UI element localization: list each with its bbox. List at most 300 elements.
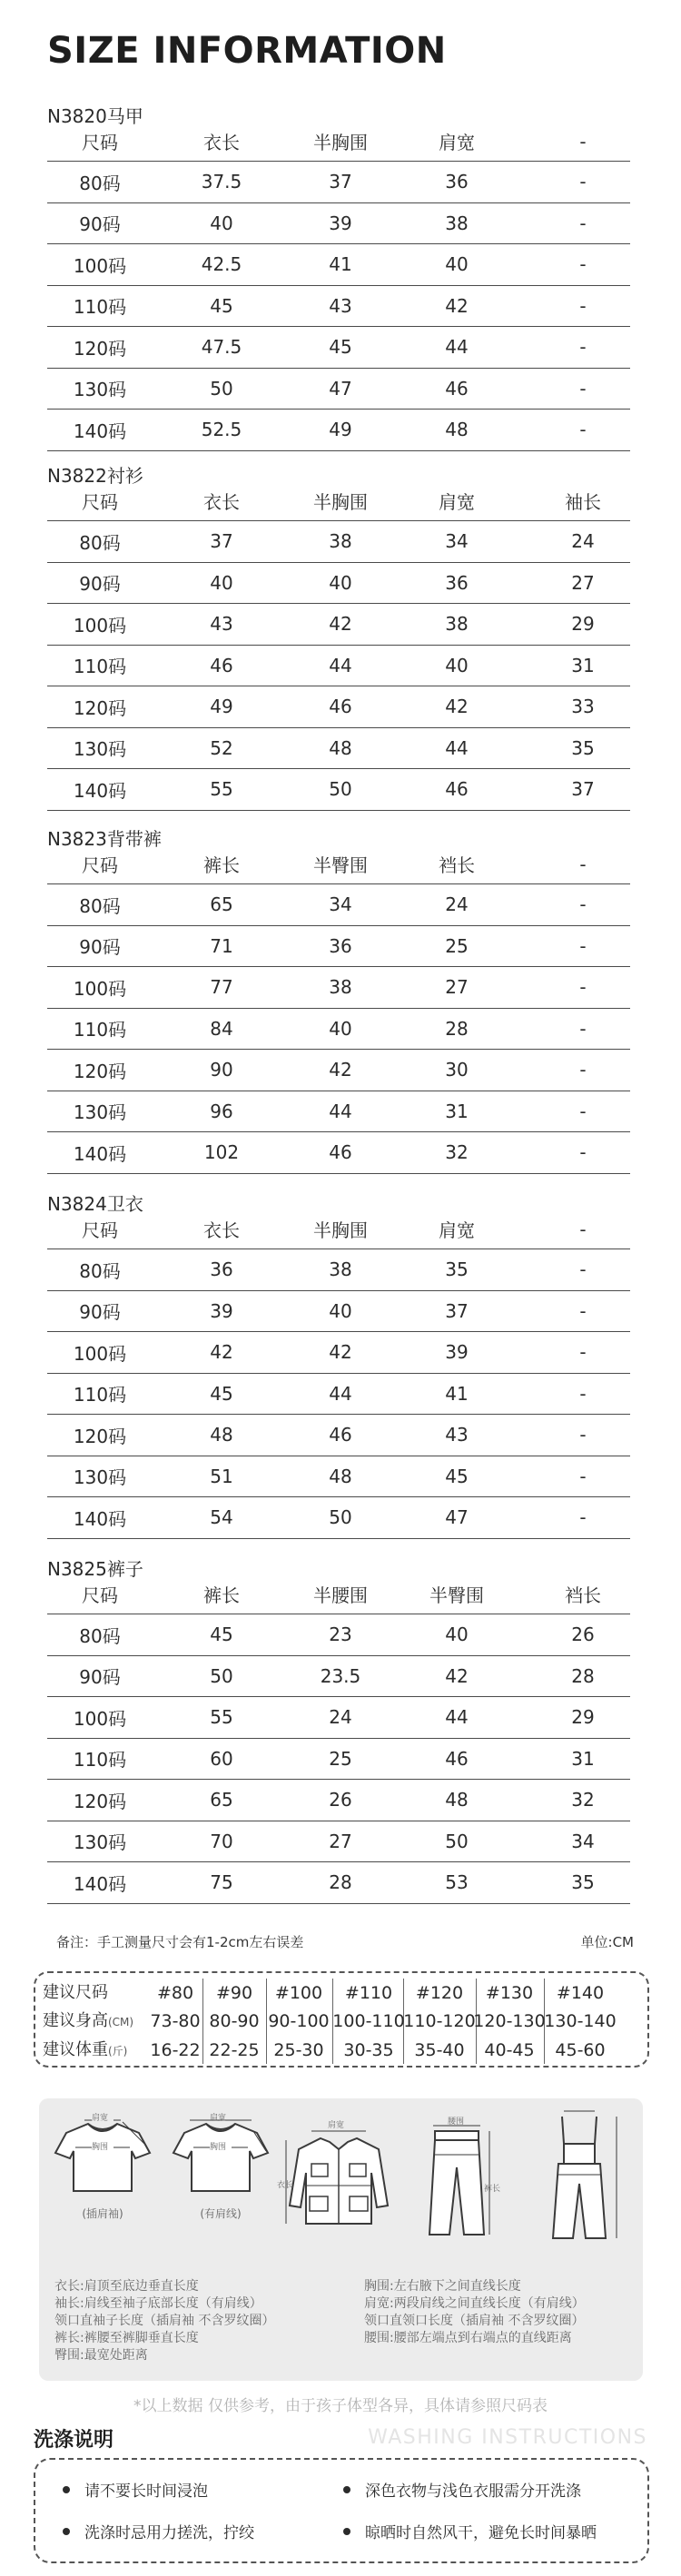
washing-subtitle: WASHING INSTRUCTIONS [368, 2426, 647, 2449]
table-cell: 46 [210, 654, 233, 676]
overalls-icon [529, 2107, 629, 2244]
table-cell: 84 [210, 1017, 233, 1040]
table-cell: 40 [445, 253, 469, 276]
table-cell: 42 [329, 1341, 352, 1364]
size-table [47, 122, 630, 451]
table-cell: - [579, 1382, 587, 1405]
table-cell: 120码 [73, 1060, 127, 1082]
table-header-cell: 袖长 [565, 491, 601, 513]
table-cell: 140码 [73, 1142, 127, 1165]
table-cell: 44 [445, 736, 469, 759]
table-header-cell: 半胸围 [313, 491, 368, 513]
table-cell: 80码 [79, 531, 121, 554]
table-header-cell: 半臀围 [429, 1584, 484, 1606]
table-cell: 42 [445, 696, 469, 718]
table-header-cell: 肩宽 [439, 132, 475, 153]
footnote: *以上数据 仅供参考，由于孩子体型各异，具体请参照尺码表 [133, 2397, 548, 2415]
table-header-cell: 尺码 [82, 132, 118, 153]
section-title: N3822衬衫 [47, 465, 143, 487]
table-cell: 34 [571, 1830, 595, 1852]
table-row [47, 1656, 630, 1698]
table-cell: 70 [210, 1830, 233, 1852]
table-cell: 46 [445, 778, 469, 801]
table-cell: 38 [329, 976, 352, 999]
table-cell: 140码 [73, 779, 127, 802]
table-cell: 96 [210, 1100, 233, 1122]
suggest-cell: 130-140 [544, 2011, 617, 2031]
table-cell: 37 [445, 1299, 469, 1322]
definition-text: 衣长:肩顶至底边垂直长度 [54, 2279, 199, 2294]
table-cell: 45 [329, 336, 352, 359]
table-header-row [47, 481, 630, 521]
table-cell: 130码 [73, 1466, 127, 1489]
table-cell: 50 [210, 377, 233, 400]
table-cell: 40 [445, 1624, 469, 1646]
table-cell: 120码 [73, 1425, 127, 1447]
table-header-cell: 肩宽 [439, 1219, 475, 1241]
suggest-cell: #120 [415, 1983, 464, 2003]
washing-item-text: 晾晒时自然风干，避免长时间暴晒 [365, 2524, 597, 2542]
table-row [47, 1132, 630, 1174]
table-row [47, 1050, 630, 1091]
table-cell: 90码 [79, 936, 121, 959]
suggest-cell: #90 [215, 1983, 253, 2003]
suggest-label-text: 建议尺码 [43, 1983, 108, 2002]
table-row [47, 521, 630, 563]
table-cell: 45 [210, 294, 233, 317]
suggest-label-unit: (CM) [108, 2016, 134, 2028]
label-shoulder-3: 肩宽 [328, 2121, 345, 2130]
table-cell: 30 [445, 1059, 469, 1081]
table-cell: 28 [571, 1664, 595, 1687]
table-row [47, 1780, 630, 1821]
table-cell: 31 [445, 1100, 469, 1122]
table-cell: 45 [445, 1465, 469, 1487]
table-cell: 110码 [73, 656, 127, 678]
table-cell: 48 [445, 419, 469, 441]
table-row [47, 884, 630, 926]
washing-instructions-box [34, 2458, 649, 2563]
table-cell: 90码 [79, 1666, 121, 1689]
table-cell: 36 [445, 571, 469, 594]
size-table [47, 844, 630, 1174]
suggest-label-unit: (斤) [108, 2045, 128, 2058]
table-cell: 43 [329, 294, 352, 317]
table-row [47, 967, 630, 1009]
table-cell: 46 [445, 1747, 469, 1770]
table-row [47, 728, 630, 770]
table-row [47, 1697, 630, 1739]
table-cell: 24 [571, 530, 595, 553]
table-cell: 36 [210, 1258, 233, 1281]
washing-item [343, 2520, 597, 2542]
label-shoulder-2: 肩宽 [210, 2114, 227, 2123]
table-cell: 27 [571, 571, 595, 594]
table-cell: 100码 [73, 977, 127, 1000]
table-cell: 50 [210, 1664, 233, 1687]
table-cell: 39 [210, 1299, 233, 1322]
table-header-cell: 半臀围 [313, 854, 368, 876]
raglan-caption: (插肩袖) [82, 2207, 123, 2220]
suggest-cell: 120-130 [473, 2011, 546, 2031]
suggest-cell: #140 [556, 1983, 605, 2003]
shoulder-tshirt-icon [166, 2115, 275, 2196]
bullet-icon [343, 2486, 350, 2493]
suggest-cell: 110-120 [403, 2011, 476, 2031]
table-cell: 100码 [73, 614, 127, 637]
suggest-cell: 16-22 [150, 2040, 201, 2060]
suggest-row-label [43, 2036, 127, 2065]
table-cell: 110码 [73, 1019, 127, 1041]
section-title: N3825裤子 [47, 1558, 143, 1580]
page-title: SIZE INFORMATION [47, 30, 447, 72]
table-header-cell: 半腰围 [313, 1584, 368, 1606]
table-cell: 42 [210, 1341, 233, 1364]
definition-text: 袖长:肩线至袖子底部长度（有肩线） [54, 2296, 262, 2311]
table-cell: 39 [329, 212, 352, 234]
table-cell: 120码 [73, 337, 127, 360]
table-row [47, 563, 630, 605]
suggest-cell: 35-40 [414, 2040, 465, 2060]
table-cell: - [579, 253, 587, 276]
table-cell: - [579, 1141, 587, 1164]
table-cell: 71 [210, 934, 233, 957]
table-cell: 25 [329, 1747, 352, 1770]
suggest-cell: #130 [485, 1983, 534, 2003]
table-row [47, 1456, 630, 1498]
table-cell: 43 [445, 1424, 469, 1446]
table-cell: 77 [210, 976, 233, 999]
shoulder-caption: (有肩线) [200, 2207, 242, 2220]
washing-item [343, 2478, 581, 2501]
table-cell: 75 [210, 1871, 233, 1894]
table-header-cell: 衣长 [203, 1219, 240, 1241]
definition-text: 胸围:左右腋下之间直线长度 [364, 2279, 521, 2294]
table-cell: 90码 [79, 1301, 121, 1324]
table-cell: 46 [329, 1141, 352, 1164]
table-cell: 37 [210, 530, 233, 553]
table-cell: 26 [329, 1789, 352, 1811]
table-cell: 37 [571, 778, 595, 801]
table-cell: 42.5 [201, 253, 242, 276]
suggest-cell: 100-110 [332, 2011, 405, 2031]
pants-icon [411, 2122, 502, 2240]
table-cell: 50 [329, 778, 352, 801]
table-cell: 47 [445, 1506, 469, 1529]
table-header-cell: 尺码 [82, 1219, 118, 1241]
suggest-cell: 80-90 [209, 2011, 260, 2031]
table-cell: 40 [329, 1299, 352, 1322]
table-cell: 140码 [73, 1507, 127, 1530]
table-cell: 43 [210, 613, 233, 636]
section-title: N3823背带裤 [47, 828, 162, 850]
table-row [47, 1291, 630, 1333]
table-cell: 37 [329, 171, 352, 193]
table-cell: 65 [210, 893, 233, 916]
table-cell: - [579, 1017, 587, 1040]
table-cell: - [579, 1341, 587, 1364]
table-row [47, 1821, 630, 1863]
table-cell: 29 [571, 1706, 595, 1729]
table-cell: 34 [329, 893, 352, 916]
table-cell: 23.5 [320, 1664, 361, 1687]
table-cell: 34 [445, 530, 469, 553]
table-cell: - [579, 419, 587, 441]
table-row [47, 1862, 630, 1904]
table-header-row [47, 844, 630, 884]
table-cell: 35 [571, 1871, 595, 1894]
table-cell: - [579, 1299, 587, 1322]
table-cell: 35 [571, 736, 595, 759]
table-cell: - [579, 1424, 587, 1446]
table-cell: 80码 [79, 1259, 121, 1282]
table-cell: 44 [329, 1382, 352, 1405]
bullet-icon [63, 2486, 70, 2493]
table-header-cell: 肩宽 [439, 491, 475, 513]
washing-item-text: 请不要长时间浸泡 [84, 2482, 208, 2501]
table-header-row [47, 122, 630, 162]
definition-text: 领口直领口长度（插肩袖 不含罗纹圈） [364, 2314, 585, 2328]
table-row [47, 1415, 630, 1456]
suggest-cell: #80 [156, 1983, 194, 2003]
table-cell: 31 [571, 1747, 595, 1770]
table-cell: 80码 [79, 1624, 121, 1647]
table-cell: 38 [445, 613, 469, 636]
table-header-cell: 裆长 [565, 1584, 601, 1606]
table-cell: 40 [329, 1017, 352, 1040]
label-shoulder-1: 肩宽 [92, 2114, 109, 2123]
table-cell: 80码 [79, 894, 121, 917]
table-cell: 42 [445, 294, 469, 317]
definition-text: 肩宽:两段肩线之间直线长度（有肩线） [364, 2296, 585, 2311]
size-table [47, 1209, 630, 1539]
table-row [47, 1739, 630, 1781]
table-cell: 90码 [79, 213, 121, 236]
table-header-cell: - [579, 853, 587, 875]
suggest-cell: 22-25 [209, 2040, 260, 2060]
table-row [47, 926, 630, 968]
section-title: N3824卫衣 [47, 1193, 143, 1215]
table-cell: - [579, 1258, 587, 1281]
table-cell: 100码 [73, 254, 127, 277]
table-cell: 40 [445, 654, 469, 676]
table-cell: - [579, 171, 587, 193]
suggest-cell: #100 [274, 1983, 323, 2003]
label-pants-length: 裤长 [484, 2185, 501, 2194]
table-cell: 36 [329, 934, 352, 957]
table-cell: 50 [329, 1506, 352, 1529]
definition-text: 裤长:裤腰至裤脚垂直长度 [54, 2331, 199, 2345]
table-cell: 40 [329, 571, 352, 594]
table-cell: 100码 [73, 1707, 127, 1730]
washing-item [63, 2520, 254, 2542]
table-cell: 35 [445, 1258, 469, 1281]
table-cell: 130码 [73, 1101, 127, 1124]
suggest-label-text: 建议体重 [43, 2040, 108, 2059]
table-cell: - [579, 1059, 587, 1081]
table-cell: 45 [210, 1624, 233, 1646]
table-cell: 23 [329, 1624, 352, 1646]
washing-item [63, 2478, 208, 2501]
size-table [47, 481, 630, 811]
table-row [47, 410, 630, 451]
table-row [47, 203, 630, 245]
table-cell: 40 [210, 571, 233, 594]
washing-item-text: 洗涤时忌用力搓洗，拧绞 [84, 2524, 254, 2542]
table-header-cell: 裤长 [203, 854, 240, 876]
table-cell: 32 [571, 1789, 595, 1811]
label-waist: 腰围 [448, 2117, 465, 2127]
table-cell: 25 [445, 934, 469, 957]
table-cell: - [579, 893, 587, 916]
table-cell: 48 [329, 1465, 352, 1487]
table-cell: 24 [445, 893, 469, 916]
suggest-row [35, 2036, 647, 2065]
table-cell: 38 [445, 212, 469, 234]
table-cell: 44 [445, 1706, 469, 1729]
suggest-cell: 30-35 [343, 2040, 394, 2060]
raglan-tshirt-icon [48, 2115, 157, 2196]
table-cell: 40 [210, 212, 233, 234]
table-cell: - [579, 1100, 587, 1122]
table-cell: 36 [445, 171, 469, 193]
table-cell: 100码 [73, 1342, 127, 1365]
table-header-cell: - [579, 1218, 587, 1240]
table-cell: 53 [445, 1871, 469, 1894]
washing-item-text: 深色衣物与浅色衣服需分开洗涤 [365, 2482, 581, 2501]
suggest-cell: 45-60 [555, 2040, 606, 2060]
suggest-cell: 73-80 [150, 2011, 201, 2031]
table-row [47, 244, 630, 286]
table-cell: 48 [445, 1789, 469, 1811]
label-chest-1: 胸围 [92, 2143, 109, 2152]
table-cell: 24 [329, 1706, 352, 1729]
table-cell: 38 [329, 1258, 352, 1281]
table-cell: 90码 [79, 573, 121, 596]
table-cell: 110码 [73, 296, 127, 319]
table-cell: 130码 [73, 1831, 127, 1854]
table-cell: 47 [329, 377, 352, 400]
table-row [47, 1374, 630, 1416]
table-cell: - [579, 1465, 587, 1487]
table-cell: - [579, 934, 587, 957]
table-cell: 51 [210, 1465, 233, 1487]
label-length: 衣长 [277, 2181, 294, 2190]
table-row [47, 686, 630, 728]
table-cell: 120码 [73, 696, 127, 719]
table-cell: 52 [210, 736, 233, 759]
table-cell: 140码 [73, 1872, 127, 1895]
table-cell: - [579, 294, 587, 317]
suggest-row [35, 2007, 647, 2036]
suggest-cell: 40-45 [484, 2040, 535, 2060]
table-row [47, 1497, 630, 1539]
table-cell: 110码 [73, 1384, 127, 1406]
table-cell: 90 [210, 1059, 233, 1081]
table-cell: 42 [329, 613, 352, 636]
definition-text: 腰围:腰部左端点到右端点的直线距离 [364, 2331, 572, 2345]
table-cell: 54 [210, 1506, 233, 1529]
suggest-row [35, 1979, 647, 2008]
table-cell: - [579, 377, 587, 400]
table-cell: 50 [445, 1830, 469, 1852]
table-header-cell: 尺码 [82, 491, 118, 513]
table-row [47, 286, 630, 328]
bullet-icon [63, 2528, 70, 2535]
table-row [47, 1091, 630, 1133]
table-cell: 49 [329, 419, 352, 441]
table-cell: 44 [329, 1100, 352, 1122]
table-header-cell: 半胸围 [313, 132, 368, 153]
table-cell: 26 [571, 1624, 595, 1646]
washing-title: 洗涤说明 [34, 2429, 114, 2452]
suggest-cell: #110 [344, 1983, 393, 2003]
table-cell: 102 [203, 1141, 240, 1164]
table-cell: 32 [445, 1141, 469, 1164]
table-cell: 41 [329, 253, 352, 276]
table-header-cell: 裤长 [203, 1584, 240, 1606]
table-header-cell: 半胸围 [313, 1219, 368, 1241]
section-title: N3820马甲 [47, 105, 143, 127]
table-cell: 31 [571, 654, 595, 676]
suggest-label-text: 建议身高 [43, 2011, 108, 2030]
table-row [47, 162, 630, 203]
jacket-icon [284, 2122, 393, 2231]
table-cell: 80码 [79, 172, 121, 194]
table-row [47, 1332, 630, 1374]
suggest-cell: 90-100 [268, 2011, 330, 2031]
suggested-size-box [34, 1971, 649, 2068]
suggest-row-label [43, 1979, 108, 2008]
table-cell: 28 [329, 1871, 352, 1894]
table-cell: 38 [329, 530, 352, 553]
table-cell: 29 [571, 613, 595, 636]
table-cell: - [579, 212, 587, 234]
table-row [47, 1614, 630, 1656]
table-header-row [47, 1574, 630, 1614]
table-cell: 27 [329, 1830, 352, 1852]
table-cell: 110码 [73, 1749, 127, 1772]
table-cell: 46 [329, 1424, 352, 1446]
table-header-cell: 尺码 [82, 854, 118, 876]
table-row [47, 769, 630, 811]
table-header-cell: 尺码 [82, 1584, 118, 1606]
table-cell: 55 [210, 778, 233, 801]
table-header-cell: 衣长 [203, 491, 240, 513]
table-row [47, 604, 630, 646]
table-cell: 27 [445, 976, 469, 999]
table-cell: 60 [210, 1747, 233, 1770]
table-cell: 28 [445, 1017, 469, 1040]
table-cell: 65 [210, 1789, 233, 1811]
table-cell: 33 [571, 696, 595, 718]
table-cell: - [579, 1506, 587, 1529]
table-cell: 44 [445, 336, 469, 359]
table-cell: 52.5 [201, 419, 242, 441]
table-cell: 49 [210, 696, 233, 718]
measurement-note: 备注：手工测量尺寸会有1-2cm左右误差 [56, 1934, 304, 1950]
table-header-cell: 裆长 [439, 854, 475, 876]
size-table [47, 1574, 630, 1904]
table-header-cell: 衣长 [203, 132, 240, 153]
table-cell: 130码 [73, 379, 127, 401]
table-cell: 41 [445, 1382, 469, 1405]
table-row [47, 1009, 630, 1051]
label-chest-2: 胸围 [210, 2143, 227, 2152]
table-cell: 140码 [73, 419, 127, 442]
definition-text: 领口直袖子长度（插肩袖 不含罗纹圈） [54, 2314, 275, 2328]
table-cell: - [579, 976, 587, 999]
